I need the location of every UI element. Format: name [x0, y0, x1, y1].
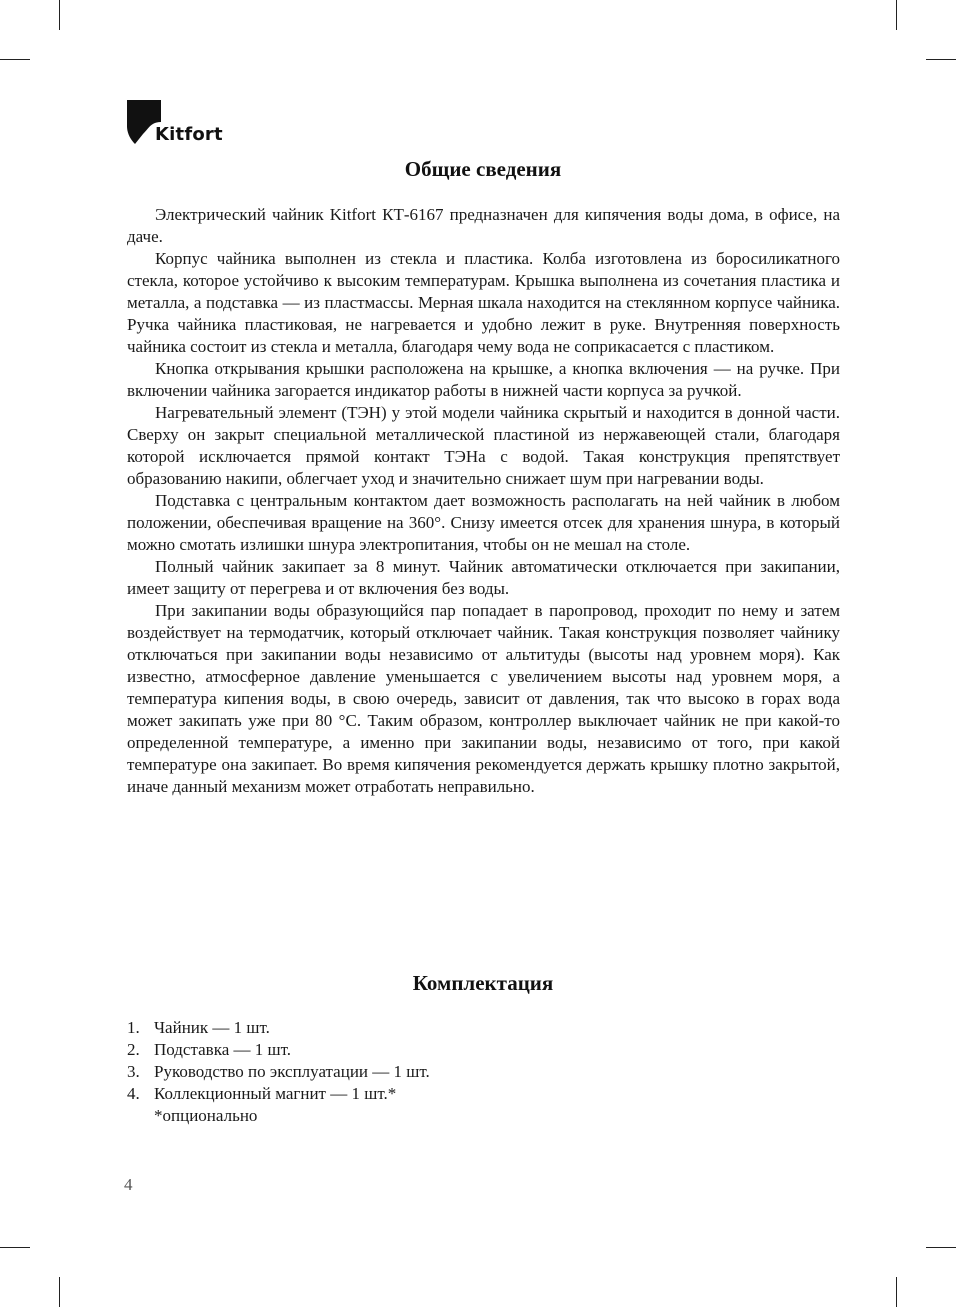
- crop-mark: [926, 59, 956, 60]
- section-title-general: Общие сведения: [404, 157, 562, 181]
- list-item-text: Коллекционный магнит — 1 шт.*: [154, 1084, 397, 1103]
- section-title-kit: Комплектация: [412, 971, 554, 995]
- list-item: [127, 1039, 727, 1061]
- crop-mark: [0, 1247, 30, 1248]
- paragraph: Полный чайник закипает за 8 минут. Чайник автоматически отключается при закипании, имеет защиту от перегрева и от включения без воды.: [127, 557, 840, 598]
- brand-name: Kitfort: [155, 124, 223, 145]
- list-item-number: 3.: [127, 1062, 140, 1081]
- crop-mark: [926, 1247, 956, 1248]
- list-item: [127, 1017, 727, 1039]
- paragraph: При закипании воды образующийся пар попадает в паропровод, проходит по нему и затем воздействует на термодатчик, который отключает чайник. Такая конструкция позволяет чайнику отключаться при закипании воды независимо от альтитуды (высоты над уровнем моря). Как известно, атмосферное давление уменьшается с увеличением высоты над уровнем моря, а температура кипения воды, в свою очередь, зависит от давления, так что высоко в горах вода может закипать уже при 80 °С. Таким образом, контроллер выключает чайник не при какой-то определенной температуре, а именно при закипании воды, независимо от того, при какой температуре она закипает. Во время кипячения рекомендуется держать крышку плотно закрытой, иначе данный механизм может отработать неправильно.: [127, 601, 840, 796]
- list-item-number: 4.: [127, 1084, 140, 1103]
- brand-logo: [127, 100, 237, 150]
- paragraph: Кнопка открывания крышки расположена на крышке, а кнопка включения — на ручке. При включении чайника загорается индикатор работы в нижней части корпуса за ручкой.: [127, 359, 840, 400]
- crop-mark: [59, 0, 60, 30]
- crop-mark: [896, 1277, 897, 1307]
- list-item: [127, 1061, 727, 1083]
- crop-mark: [896, 0, 897, 30]
- list-item-text: Чайник — 1 шт.: [154, 1018, 270, 1037]
- paragraph: Нагревательный элемент (ТЭН) у этой модели чайника скрытый и находится в донной части. Сверху он закрыт специальной металлической пластиной из нержавеющей стали, благодаря которой исключается прямой контакт ТЭНа с водой. Такая конструкция препятствует образованию накипи, облегчает уход и значительно снижает шум при нагревании воды.: [127, 403, 840, 488]
- kit-footnote: *опционально: [154, 1106, 258, 1125]
- page-number: 4: [124, 1175, 133, 1194]
- list-item: [127, 1083, 727, 1105]
- list-item-number: 2.: [127, 1040, 140, 1059]
- list-item-text: Руководство по эксплуатации — 1 шт.: [154, 1062, 430, 1081]
- paragraph: Электрический чайник Kitfort КТ-6167 предназначен для кипячения воды дома, в офисе, на даче.: [127, 205, 840, 246]
- crop-mark: [59, 1277, 60, 1307]
- list-item-number: 1.: [127, 1018, 140, 1037]
- paragraph: Подставка с центральным контактом дает возможность располагать на ней чайник в любом положении, обеспечивая вращение на 360°. Снизу имеется отсек для хранения шнура, в который можно смотать излишки шнура электропитания, чтобы он не мешал на столе.: [127, 491, 840, 554]
- crop-mark: [0, 59, 30, 60]
- general-body: [127, 204, 840, 798]
- kit-list: [127, 1017, 727, 1105]
- list-item-text: Подставка — 1 шт.: [154, 1040, 291, 1059]
- paragraph: Корпус чайника выполнен из стекла и пластика. Колба изготовлена из боросиликатного стекла, которое устойчиво к высоким температурам. Крышка выполнена из сочетания пластика и металла, а подставка — из пластмассы. Мерная шкала находится на стеклянном корпусе чайника. Ручка чайника пластиковая, не нагревается и удобно лежит в руке. Внутренняя поверхность чайника состоит из стекла и металла, благодаря чему вода не соприкасается с пластиком.: [127, 249, 840, 356]
